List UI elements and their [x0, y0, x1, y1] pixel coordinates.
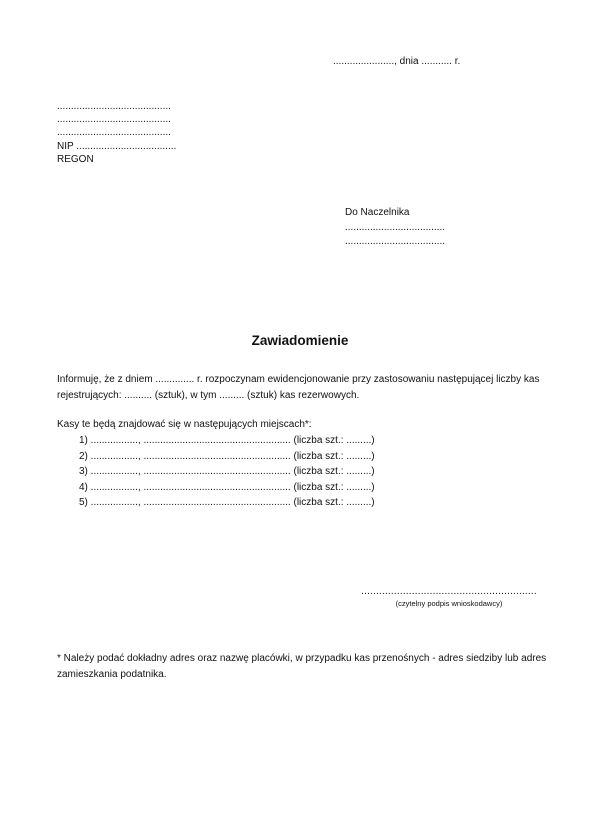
location-item: 2) ................., ..................................................... (liczba szt.: .........) — [79, 450, 375, 462]
location-item: 1) ................., ..................................................... (liczba szt.: .........) — [79, 435, 375, 446]
recipient-heading: Do Naczelnika — [345, 207, 410, 218]
signature-caption: (czytelny podpis wnioskodawcy) — [395, 599, 503, 608]
recipient-block — [345, 206, 445, 250]
locations-heading: Kasy te będą znajdować się w następujących miejscach*: — [57, 419, 312, 430]
sender-block — [57, 100, 176, 166]
document-title: Zawiadomienie — [251, 333, 349, 348]
footnote-line-1: * Należy podać dokładny adres oraz nazwę placówki, w przypadku kas przenośnych - adres siedziby lub adres — [57, 653, 547, 664]
footnote — [57, 651, 546, 683]
location-item: 4) ................., ..................................................... (liczba szt.: .........) — [79, 481, 375, 493]
intro-line-2: rejestrujących: .......... (sztuk), w tym ......... (sztuk) kas rezerwowych. — [57, 389, 360, 401]
sender-line-2: ......................................... — [57, 114, 171, 126]
location-item: 3) ................., ..................................................... (liczba szt.: .........) — [79, 466, 375, 477]
sender-regon: REGON — [57, 153, 94, 165]
footnote-line-2: zamieszkania podatnika. — [57, 669, 167, 680]
recipient-line-1: .................................... — [345, 221, 446, 233]
locations-list — [79, 433, 375, 511]
sender-nip: NIP .................................... — [57, 140, 177, 152]
signature-line: ........................................................... — [361, 586, 537, 597]
location-item: 5) ................., ..................................................... (liczba szt.: .........) — [79, 497, 375, 508]
recipient-line-2: .................................... — [345, 236, 446, 247]
intro-paragraph — [57, 372, 539, 403]
intro-line-1: Informuję, że z dniem .............. r. rozpoczynam ewidencjonowanie przy zastosowaniu następującej liczby kas — [57, 374, 540, 385]
sender-line-1: ......................................... — [57, 101, 171, 112]
sender-line-3: ......................................... — [57, 127, 171, 139]
place-date-field: ......................, dnia ........... r. — [333, 56, 461, 67]
signature-block — [355, 586, 543, 610]
